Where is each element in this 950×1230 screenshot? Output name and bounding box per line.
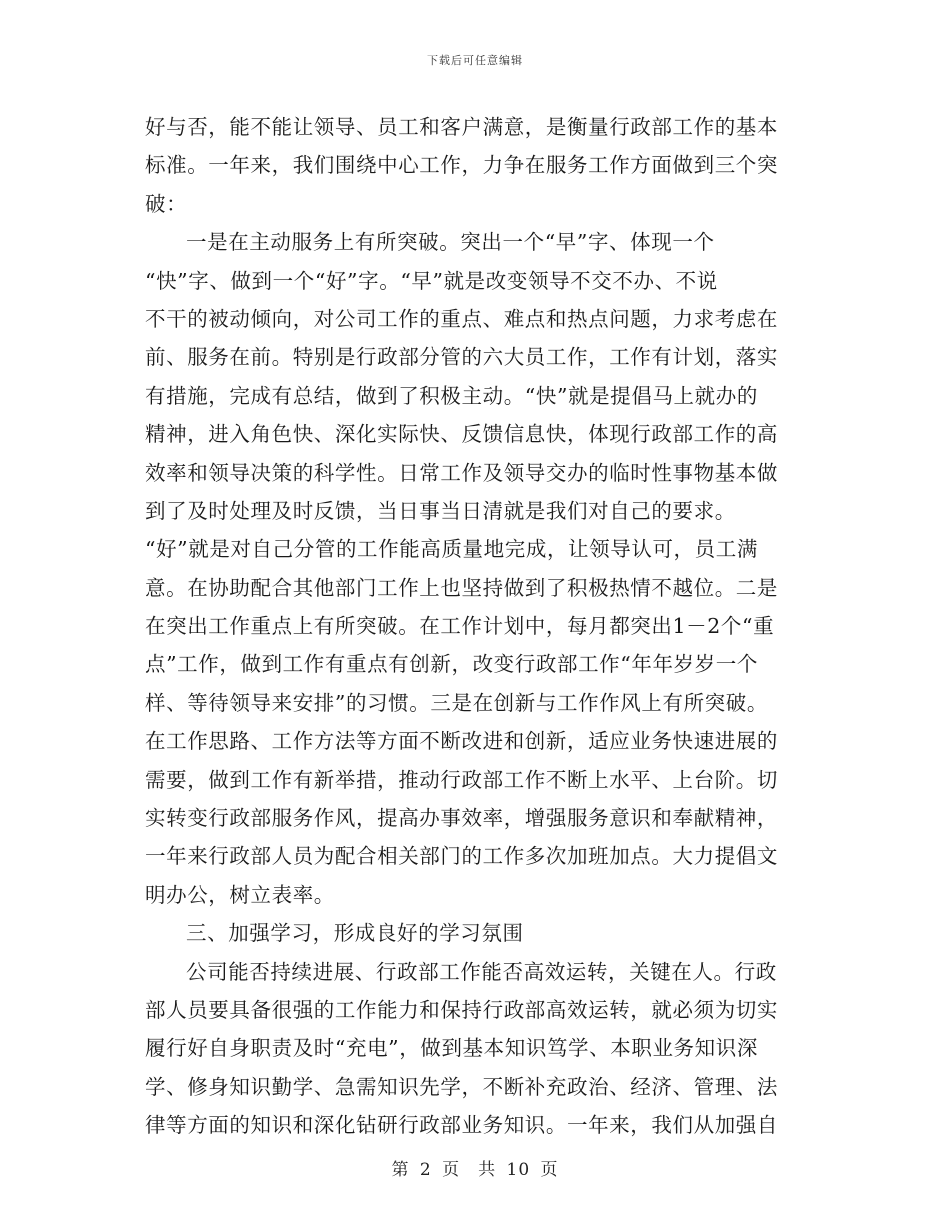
footer-page-number: 2 xyxy=(419,1160,432,1180)
text-line: 标准。一年来，我们围绕中心工作，力争在服务工作方面做到三个突 xyxy=(145,153,778,178)
text-line: 意。在协助配合其他部门工作上也坚持做到了积极热情不越位。二是 xyxy=(145,575,778,600)
text-line: 履行好自身职责及时“充电”，做到基本知识笃学、本职业务知识深 xyxy=(145,1036,758,1061)
text-line: 有措施，完成有总结，做到了积极主动。“快”就是提倡马上就办的 xyxy=(145,383,758,408)
text-line: 样、等待领导来安排”的习惯。三是在创新与工作作风上有所突破。 xyxy=(145,690,768,715)
footer-middle: 页 共 xyxy=(442,1160,497,1180)
text-line: 在工作思路、工作方法等方面不断改进和创新，适应业务快速进展的 xyxy=(145,729,778,754)
text-line: 三、加强学习，形成良好的学习氛围 xyxy=(186,921,524,946)
page-footer xyxy=(0,1155,950,1180)
text-line: 点”工作，做到工作有重点有创新，改变行政部工作“年年岁岁一个 xyxy=(145,652,758,677)
text-line: 在突出工作重点上有所突破。在工作计划中，每月都突出1－2个“重 xyxy=(145,614,775,639)
text-line: 律等方面的知识和深化钻研行政部业务知识。一年来，我们从加强自 xyxy=(145,1113,778,1138)
footer-prefix: 第 xyxy=(391,1160,410,1180)
text-line: 实转变行政部服务作风，提高办事效率，增强服务意识和奉献精神， xyxy=(145,806,778,831)
text-line: 学、修身知识勤学、急需知识先学，不断补充政治、经济、管理、法 xyxy=(145,1074,778,1099)
footer-suffix: 页 xyxy=(540,1160,559,1180)
text-line: “快”字、做到一个“好”字。“早”就是改变领导不交不办、不说 xyxy=(145,268,718,293)
document-body xyxy=(145,108,805,1145)
text-line: 明办公，树立表率。 xyxy=(145,882,335,907)
text-line: 一是在主动服务上有所突破。突出一个“早”字、体现一个 xyxy=(186,230,715,255)
text-line: 公司能否持续进展、行政部工作能否高效运转，关键在人。行政 xyxy=(186,959,777,984)
text-line: 部人员要具备很强的工作能力和保持行政部高效运转，就必须为切实 xyxy=(145,997,778,1022)
text-line: “好”就是对自己分管的工作能高质量地完成，让领导认可，员工满 xyxy=(145,537,758,562)
text-line: 需要，做到工作有新举措，推动行政部工作不断上水平、上台阶。切 xyxy=(145,767,778,792)
page-header: 下载后可任意编辑 xyxy=(427,54,523,67)
text-line: 好与否，能不能让领导、员工和客户满意，是衡量行政部工作的基本 xyxy=(145,115,778,139)
text-line: 不干的被动倾向，对公司工作的重点、难点和热点问题，力求考虑在 xyxy=(145,306,778,331)
text-line: 到了及时处理及时反馈，当日事当日清就是我们对自己的要求。 xyxy=(145,498,736,523)
text-line: 一年来行政部人员为配合相关部门的工作多次加班加点。大力提倡文 xyxy=(145,844,778,869)
text-line: 前、服务在前。特别是行政部分管的六大员工作，工作有计划，落实 xyxy=(145,345,778,370)
text-line: 精神，进入角色快、深化实际快、反馈信息快，体现行政部工作的高 xyxy=(145,422,778,447)
footer-total-pages: 10 xyxy=(506,1160,531,1180)
text-line: 效率和领导决策的科学性。日常工作及领导交办的临时性事物基本做 xyxy=(145,460,778,485)
text-line: 破： xyxy=(145,191,188,216)
